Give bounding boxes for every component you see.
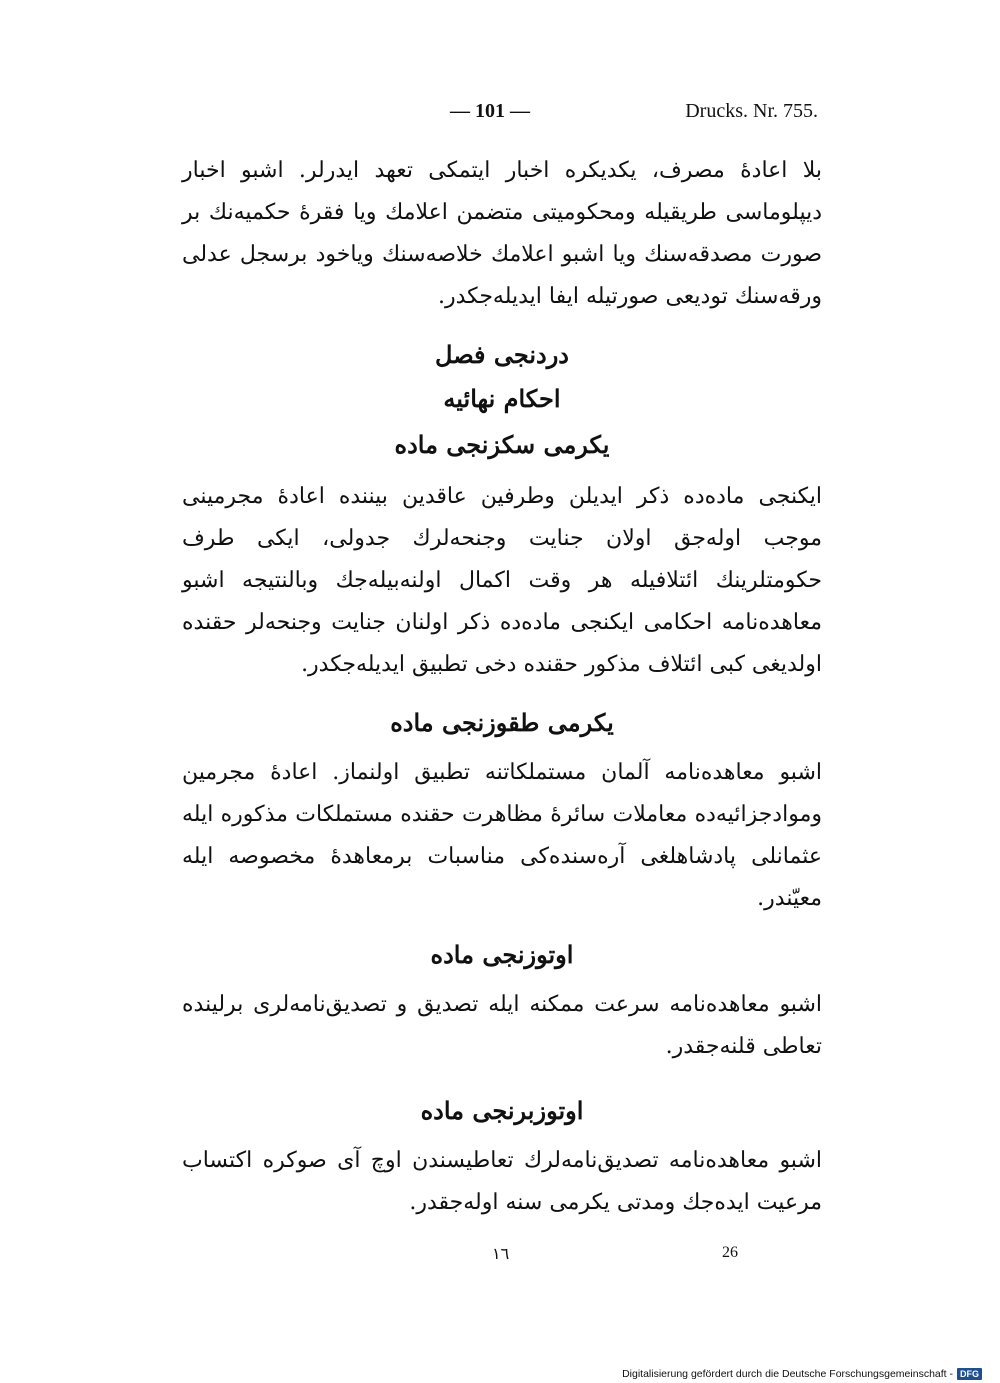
page-number: — 101 — [450, 100, 530, 122]
article-29-text: اشبو معاهده‌نامه آلمان مستملکاتنه تطبیق اولنماز. اعادهٔ مجرمین وموادجزائیه‌ده معاملات سائرهٔ مظاهرت حقنده مستملکات مذکوره ایله عثمانلی پادشاهلغی آره‌سنده‌کی مناسبات برمعاهدهٔ مخصوصه ایله معیّندر. [182, 760, 822, 911]
intro-paragraph: بلا اعادهٔ مصرف، یکدیکره اخبار ایتمکی تعهد ایدرلر. اشبو اخبار دیپلوماسی طریقیله ومحکومیتی متضمن اعلامك ویا فقرهٔ حکمیه‌نك بر صورت مصدقه‌سنك ویا اشبو اعلامك خلاصه‌سنك ویاخود برسجل عدلی ورقه‌سنك تودیعی صورتیله ایفا ایدیله‌جکدر. [182, 158, 822, 309]
dfg-logo: DFG [957, 1368, 982, 1380]
digitization-note [622, 1368, 982, 1380]
sheet-number: 26 [722, 1244, 738, 1261]
page-header [0, 100, 1000, 130]
drucksache-number: Drucks. Nr. 755. [685, 100, 818, 122]
article-30-text: اشبو معاهده‌نامه سرعت ممکنه ایله تصدیق و تصدیق‌نامه‌لری برلینده تعاطی قلنه‌جقدر. [182, 992, 822, 1059]
article-28-title: یکرمی سکزنجی ماده [394, 430, 610, 459]
article-29-title: یکرمی طقوزنجی ماده [390, 708, 614, 737]
article-28-text: ایکنجی ماده‌ده ذکر ایدیلن وطرفین عاقدین بیننده اعادهٔ مجرمینی موجب اوله‌جق اولان جنایت وجنحه‌لرك جدولی، ایکی طرف حکومتلرینك ائتلافیله هر وقت اکمال اولنه‌بیله‌جك وبالنتیجه اشبو معاهده‌نامه احکامی ایکنجی ماده‌ده ذکر اولنان جنایت وجنحه‌لر حقنده اولدیغی کبی ائتلاف مذکور حقنده دخی تطبیق ایدیله‌جکدر. [182, 484, 822, 677]
section-title: دردنجی فصل [435, 340, 569, 369]
article-30-title: اوتوزنجی ماده [430, 940, 574, 969]
article-31-text: اشبو معاهده‌نامه تصدیق‌نامه‌لرك تعاطیسندن اوچ آی صوکره اکتساب مرعیت ایده‌جك ومدتی یکرمی سنه اوله‌جقدر. [182, 1148, 822, 1215]
section-subtitle: احکام نهائیه [443, 384, 561, 413]
digitization-text: Digitalisierung gefördert durch die Deutsche Forschungsgemeinschaft - [622, 1368, 953, 1380]
signature-mark: ١٦ [492, 1246, 510, 1263]
article-31-title: اوتوزبرنجی ماده [420, 1096, 584, 1125]
